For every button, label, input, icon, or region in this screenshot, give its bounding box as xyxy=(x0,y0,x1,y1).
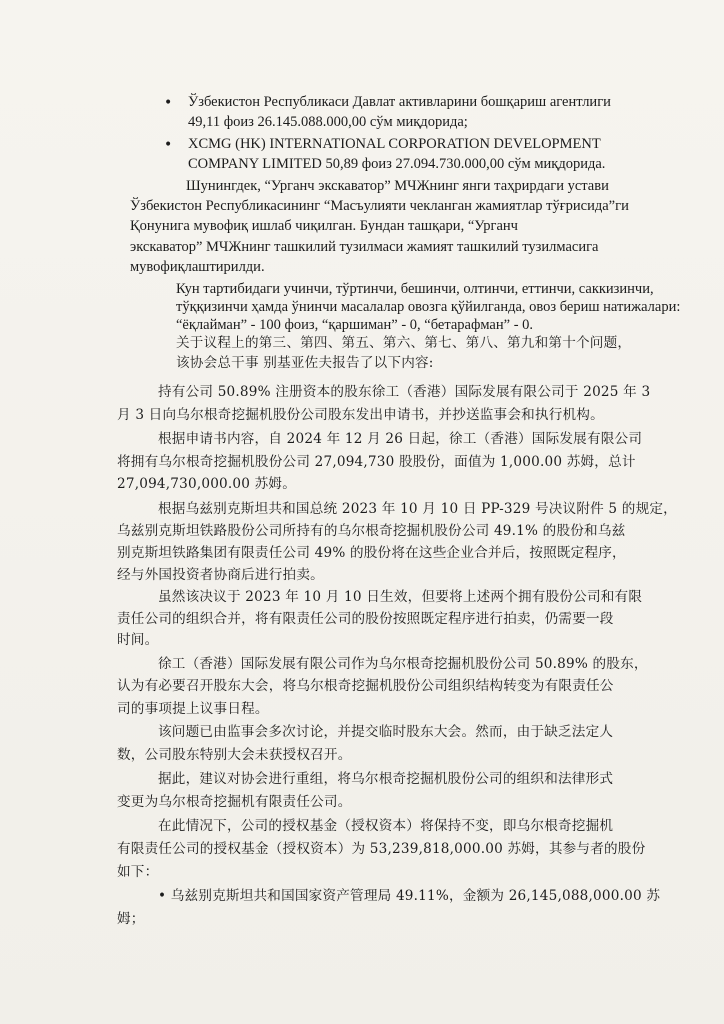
zh-para-1-line-1: 关于议程上的第三、第四、第五、第六、第七、第八、第九和第十个问题， xyxy=(176,335,632,351)
zh-bullet-1-line-2: 姆； xyxy=(117,911,145,927)
zh-para-7-line-2: 数，公司股东特别大会未获授权召开。 xyxy=(117,747,352,763)
cyr-para-1-line-5: мувофиқлаштирилди. xyxy=(130,259,265,275)
cyr-para-1-line-2: Ўзбекистон Республикасининг “Масъулияти чекланган жамиятлар тўғрисида”ги xyxy=(130,198,629,214)
zh-para-9-line-1: 在此情况下，公司的授权基金（授权资本）将保持不变，即乌尔根奇挖掘机 xyxy=(158,818,614,834)
bullet-1-line-1: Ўзбекистон Республикаси Давлат активларини бошқариш агентлиги xyxy=(188,94,611,110)
zh-para-4-line-4: 经与外国投资者协商后进行拍卖。 xyxy=(117,567,324,583)
bullet-marker: • xyxy=(164,95,173,111)
zh-para-3-line-2: 将拥有乌尔根奇挖掘机股份公司 27,094,730 股股份，面值为 1,000.00 苏姆，总计 xyxy=(117,454,636,470)
zh-para-6-line-2: 认为有必要召开股东大会，将乌尔根奇挖掘机股份公司组织结构转变为有限责任公 xyxy=(117,678,614,694)
zh-para-3-line-1: 根据申请书内容，自 2024 年 12 月 26 日起，徐工（香港）国际发展有限公司 xyxy=(158,431,643,447)
zh-bullet-1-line-1: • 乌兹别克斯坦共和国国家资产管理局 49.11%，金额为 26,145,088,000.00 苏 xyxy=(158,888,661,904)
bullet-marker: • xyxy=(164,137,173,153)
zh-para-1-line-2: 该协会总干事 别基亚佐夫报告了以下内容: xyxy=(176,355,434,371)
zh-para-4-line-2: 乌兹别克斯坦铁路股份公司所持有的乌尔根奇挖掘机股份公司 49.1% 的股份和乌兹 xyxy=(117,523,626,539)
zh-para-8-line-1: 据此，建议对协会进行重组，将乌尔根奇挖掘机股份公司的组织和法律形式 xyxy=(158,771,614,787)
zh-para-9-line-2: 有限责任公司的授权基金（授权资本）为 53,239,818,000.00 苏姆，其参与者的股份 xyxy=(117,841,646,857)
zh-para-2-line-2: 月 3 日向乌尔根奇挖掘机股份公司股东发出申请书，并抄送监事会和执行机构。 xyxy=(117,407,604,423)
zh-para-4-line-3: 别克斯坦铁路集团有限责任公司 49% 的股份将在这些企业合并后，按照既定程序， xyxy=(117,545,626,561)
zh-para-5-line-2: 责任公司的组织合并，将有限责任公司的股份按照既定程序进行拍卖，仍需要一段 xyxy=(117,611,614,627)
bullet-1-line-2: 49,11 фоиз 26.145.088.000,00 сўм миқдорида; xyxy=(188,114,468,130)
zh-para-6-line-3: 司的事项提上议事日程。 xyxy=(117,701,269,717)
zh-para-9-line-3: 如下： xyxy=(117,864,159,880)
bullet-2-line-1: XCMG (HK) INTERNATIONAL CORPORATION DEVELOPMENT xyxy=(188,136,601,152)
cyr-para-1-line-1: Шунингдек, “Урганч экскаватор” МЧЖнинг янги таҳрирдаги устави xyxy=(186,178,609,194)
zh-para-6-line-1: 徐工（香港）国际发展有限公司作为乌尔根奇挖掘机股份公司 50.89% 的股东， xyxy=(158,656,648,672)
zh-para-5-line-3: 时间。 xyxy=(117,632,159,648)
zh-para-2-line-1: 持有公司 50.89% 注册资本的股东徐工（香港）国际发展有限公司于 2025 年 3 xyxy=(158,384,651,400)
zh-para-4-line-1: 根据乌兹别克斯坦共和国总统 2023 年 10 月 10 日 PP-329 号决议附件 5 的规定， xyxy=(158,501,677,517)
zh-para-8-line-2: 变更为乌尔根奇挖掘机有限责任公司。 xyxy=(117,794,352,810)
bullet-2-line-2: COMPANY LIMITED 50,89 фоиз 27.094.730.000,00 сўм миқдорида. xyxy=(188,156,606,172)
cyr-para-2-line-2: тўққизинчи ҳамда ўнинчи масалалар овозга қўйилганда, овоз бериш натижалари: xyxy=(176,299,681,315)
zh-para-7-line-1: 该问题已由监事会多次讨论，并提交临时股东大会。然而，由于缺乏法定人 xyxy=(158,724,614,740)
cyr-para-1-line-3: Қонунига мувофиқ ишлаб чиқилган. Бундан ташқари, “Урганч xyxy=(130,218,518,234)
cyr-para-2-line-3: “ёқлайман” - 100 фоиз, “қаршиман” - 0, “бетарафман” - 0. xyxy=(176,317,534,333)
cyr-para-1-line-4: экскаватор” МЧЖнинг ташкилий тузилмаси жамият ташкилий тузилмасига xyxy=(130,239,599,255)
zh-para-5-line-1: 虽然该决议于 2023 年 10 月 10 日生效，但要将上述两个拥有股份公司和有限 xyxy=(158,589,643,605)
cyr-para-2-line-1: Кун тартибидаги учинчи, тўртинчи, бешинчи, олтинчи, еттинчи, саккизинчи, xyxy=(176,281,654,297)
zh-para-3-line-3: 27,094,730,000.00 苏姆。 xyxy=(117,476,297,492)
